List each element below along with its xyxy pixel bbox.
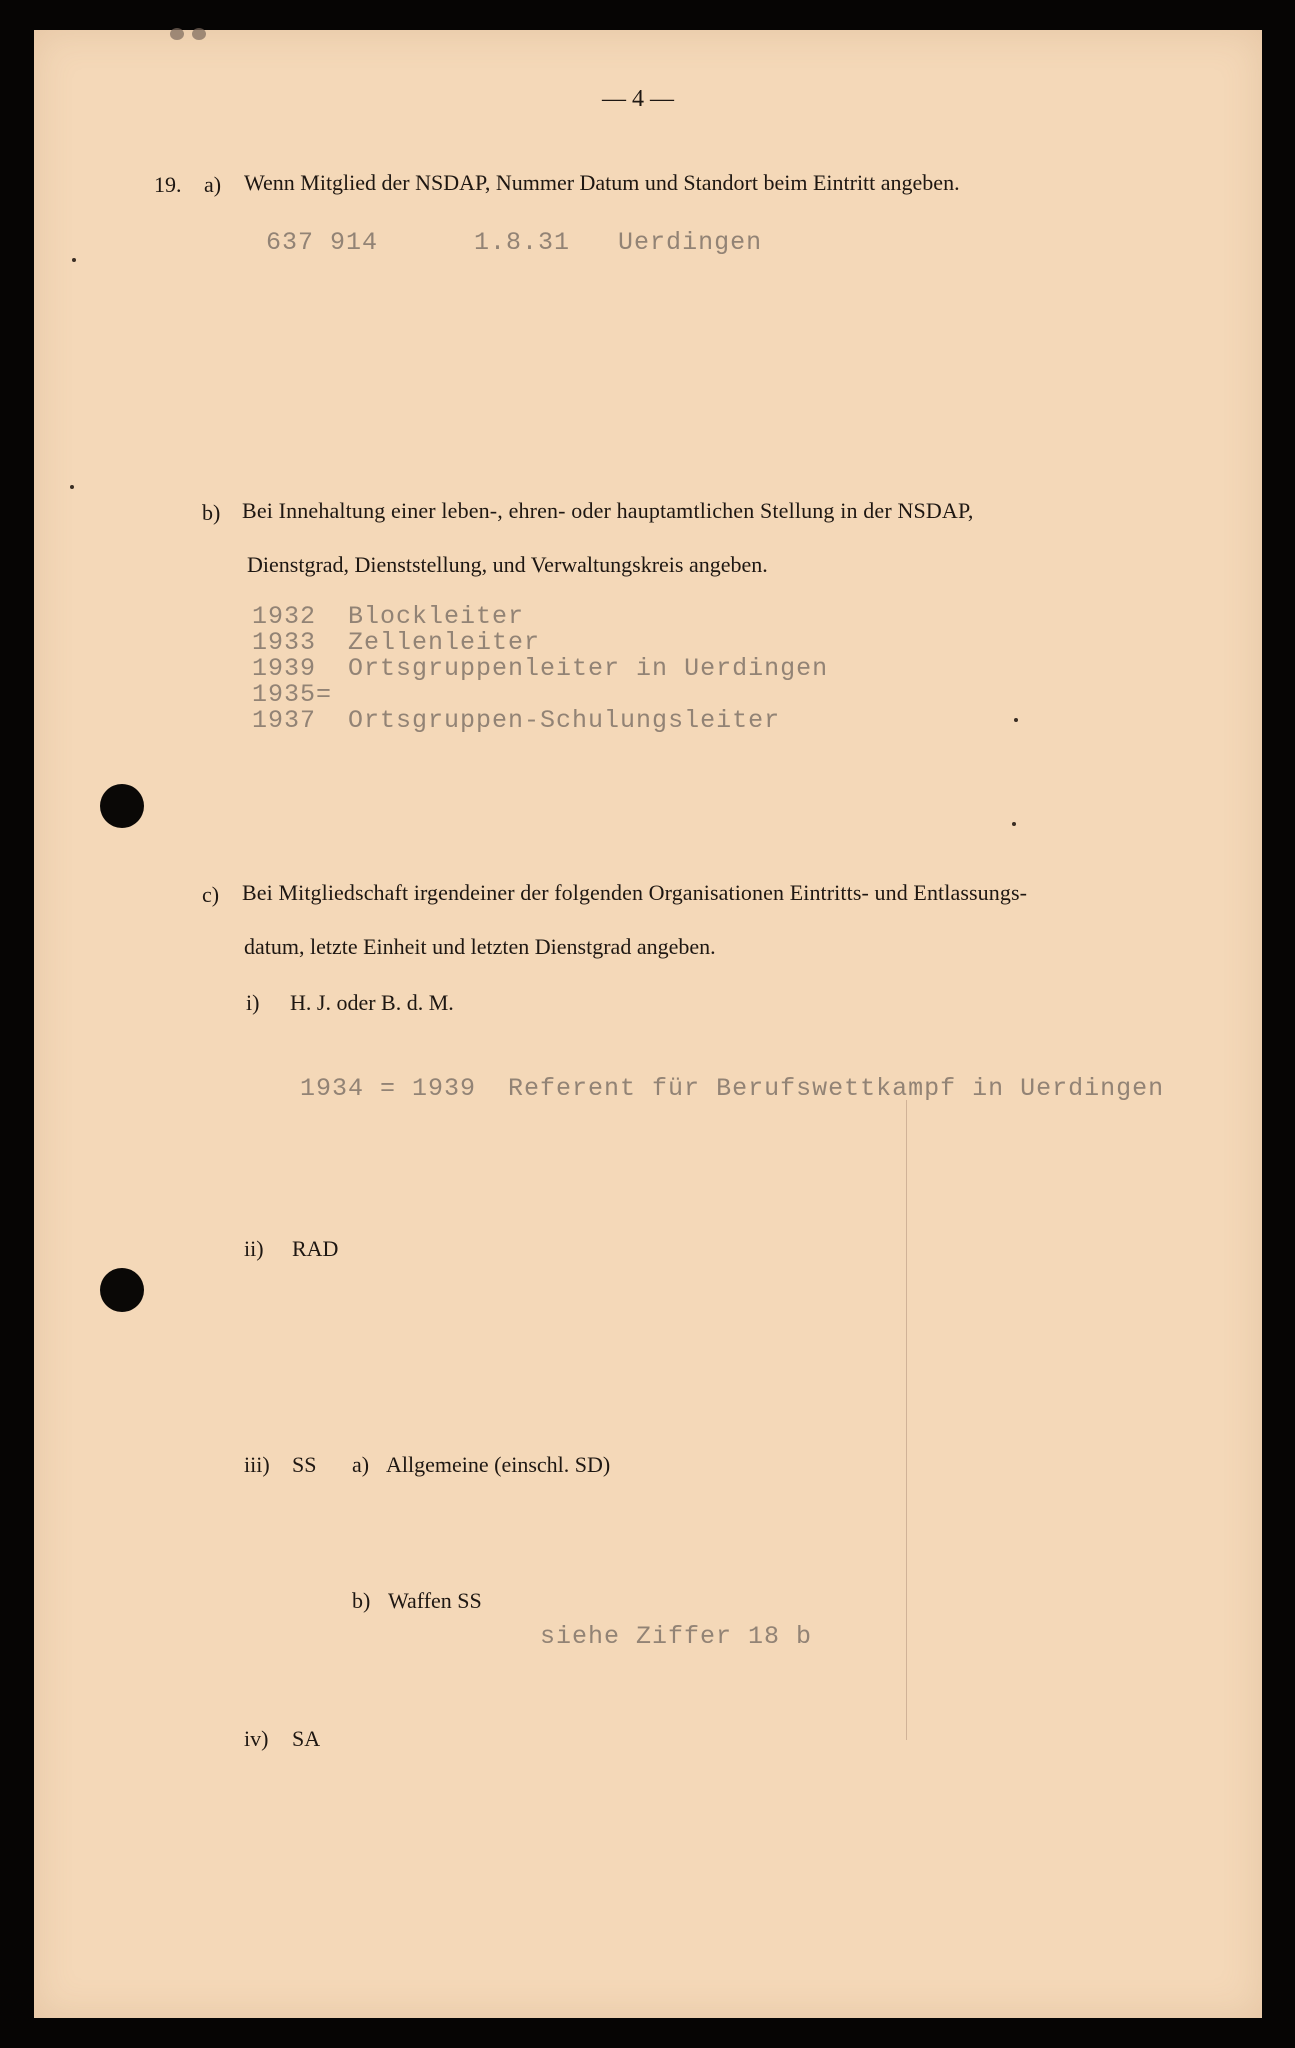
item-c-marker: c) bbox=[202, 882, 220, 907]
speck bbox=[70, 485, 74, 489]
sub-i-answer: 1934 = 1939 Referent für Berufswettkampf in Uerdingen bbox=[300, 1074, 1165, 1103]
sub-ii-marker: ii) bbox=[244, 1236, 264, 1261]
item-a-answer: 637 914 1.8.31 Uerdingen bbox=[266, 228, 763, 257]
item-a-marker: a) bbox=[204, 172, 222, 197]
sub-iii-answer: siehe Ziffer 18 b bbox=[540, 1622, 813, 1651]
sub-i-marker: i) bbox=[246, 990, 260, 1015]
sub-iii-b-marker: b) bbox=[352, 1588, 371, 1613]
speck bbox=[1014, 718, 1018, 722]
item-b-entry-1: 1932 Blockleiter bbox=[252, 602, 525, 631]
punch-hole-upper bbox=[100, 784, 144, 828]
sub-iii-a-label: Allgemeine (einschl. SD) bbox=[386, 1452, 611, 1477]
sub-iv-label: SA bbox=[292, 1726, 321, 1751]
item-b-marker: b) bbox=[202, 500, 221, 525]
sub-iii-marker: iii) bbox=[244, 1452, 270, 1477]
item-b-line2: Dienstgrad, Dienststellung, und Verwaltungskreis angeben. bbox=[247, 552, 768, 577]
speck bbox=[72, 258, 76, 262]
item-b-entry-4: 1935= bbox=[252, 680, 333, 709]
sub-iii-b-label: Waffen SS bbox=[388, 1588, 482, 1613]
item-b-entry-3: 1939 Ortsgruppenleiter in Uerdingen bbox=[252, 654, 829, 683]
sub-iv-marker: iv) bbox=[244, 1726, 269, 1751]
staple-mark bbox=[192, 28, 206, 40]
speck bbox=[1012, 822, 1016, 826]
sub-i-label: H. J. oder B. d. M. bbox=[290, 990, 454, 1015]
item-c-line2: datum, letzte Einheit und letzten Dienstgrad angeben. bbox=[244, 934, 716, 959]
staple-mark bbox=[170, 28, 184, 40]
page-number: — 4 — bbox=[602, 86, 674, 112]
question-number: 19. bbox=[154, 172, 182, 197]
punch-hole-lower bbox=[100, 1268, 144, 1312]
fold-line bbox=[906, 1100, 907, 1740]
item-b-entry-2: 1933 Zellenleiter bbox=[252, 628, 541, 657]
item-a-text: Wenn Mitglied der NSDAP, Nummer Datum und Standort beim Eintritt angeben. bbox=[244, 170, 960, 195]
sub-iii-a-marker: a) bbox=[352, 1452, 370, 1477]
document-page bbox=[34, 30, 1262, 2018]
sub-ii-label: RAD bbox=[292, 1236, 339, 1261]
item-b-entry-5: 1937 Ortsgruppen-Schulungsleiter bbox=[252, 706, 781, 735]
item-c-line1: Bei Mitgliedschaft irgendeiner der folgenden Organisationen Eintritts- und Entlassungs- bbox=[242, 880, 1028, 905]
item-b-line1: Bei Innehaltung einer leben-, ehren- oder hauptamtlichen Stellung in der NSDAP, bbox=[242, 498, 974, 523]
sub-iii-label: SS bbox=[292, 1452, 317, 1477]
